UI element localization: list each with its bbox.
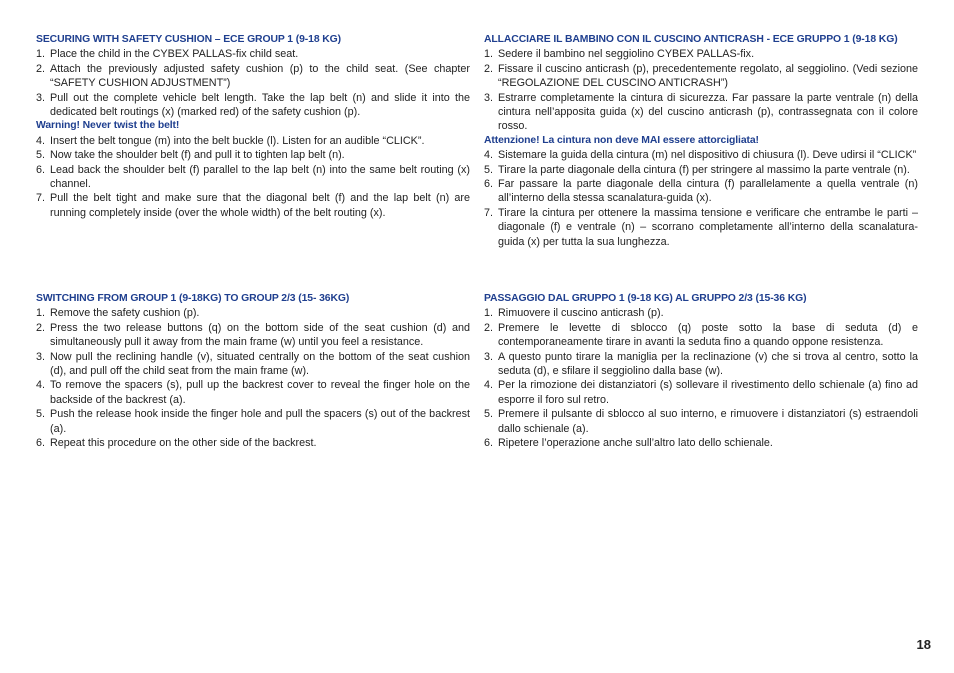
step-number: 1. [484,48,494,61]
step-text: Estrarre completamente la cintura di sicurezza. Far passare la parte ventrale (n) della cintura nell’apposita guida (x) del cuscino anticrash (p), contrassegnata con il colore rosso. [498,91,918,133]
list-item [484,306,918,320]
step-text: Tirare la cintura per ottenere la massima tensione e verificare che entrambe le parti – diagonale (f) e ventrale (n) – scorrano completamente all’interno della scanalatura-guida (x) per tutta la sua lunghezza. [498,206,918,248]
step-text: Push the release hook inside the finger hole and pull the spacers (s) out of the backrest (a). [50,408,470,435]
list-item [36,47,470,61]
list-item [484,350,918,379]
step-number: 5. [36,149,46,162]
list-item [484,163,918,177]
step-text: Premere il pulsante di sblocco al suo interno, e rimuovere i distanziatori (s) estraendoli dallo schienale (a). [498,408,918,435]
list-item [484,91,918,134]
step-number: 7. [36,192,46,205]
list-item [484,148,918,162]
it-securing-heading: ALLACCIARE IL BAMBINO CON IL CUSCINO ANTICRASH - ECE GRUPPO 1 (9-18 KG) [484,34,898,45]
step-number: 5. [36,408,46,421]
list-item [36,306,470,320]
step-text: Per la rimozione dei distanziatori (s) sollevare il rivestimento dello schienale (a) fino ad esporre il foro sul retro. [498,379,918,406]
step-number: 5. [484,408,494,421]
step-text: Attach the previously adjusted safety cushion (p) to the child seat. (See chapter “SAFETY CUSHION ADJUSTMENT”) [50,62,470,90]
step-text: Ripetere l’operazione anche sull’altro lato dello schienale. [498,437,773,450]
step-text: Insert the belt tongue (m) into the belt buckle (l). Listen for an audible “CLICK”. [50,134,425,147]
step-text: Pull out the complete vehicle belt length. Take the lap belt (n) and slide it into the dedicated belt routings (x) (marked red) of the safety cushion (p). [50,91,470,119]
step-text: Repeat this procedure on the other side of the backrest. [50,437,317,450]
it-switching-section [484,292,918,450]
step-text: Pull the belt tight and make sure that the diagonal belt (f) and the lap belt (n) are running completely inside (over the whole width) of the belt routing (x). [50,192,470,219]
list-item [484,378,918,407]
en-switching-heading: SWITCHING FROM GROUP 1 (9-18KG) TO GROUP 2/3 (15- 36KG) [36,293,350,304]
step-number: 2. [36,321,46,334]
step-text: Sedere il bambino nel seggiolino CYBEX PALLAS-fix. [498,48,755,61]
step-text: Fissare il cuscino anticrash (p), precedentemente regolato, al seggiolino. (Vedi sezione “REGOLAZIONE DEL CUSCINO ANTICRASH”) [498,62,918,90]
list-item [36,62,470,91]
step-number: 7. [484,206,494,219]
page-number: 18 [916,637,931,652]
step-number: 3. [36,350,46,363]
step-number: 6. [36,437,46,450]
step-text: Sistemare la guida della cintura (m) nel dispositivo di chiusura (l). Deve udirsi il “CLICK” [498,149,917,162]
step-text: Premere le levette di sblocco (q) poste sotto la base di seduta (d) e contemporaneamente tirare in avanti la seduta fino a quando oppone resistenza. [498,321,918,349]
list-item [36,436,470,450]
step-text: Press the two release buttons (q) on the bottom side of the seat cushion (d) and simultaneously pull it away from the main frame (w) until you feel a resistance. [50,321,470,349]
step-number: 1. [36,307,46,320]
step-number: 4. [36,134,46,147]
step-text: Tirare la parte diagonale della cintura (f) per stringere al massimo la parte ventrale (n). [498,163,910,176]
step-number: 3. [484,350,494,363]
list-item [484,407,918,436]
step-text: To remove the spacers (s), pull up the backrest cover to reveal the finger hole on the backside of the backrest (a). [50,379,470,406]
list-item [36,350,470,379]
list-item [36,321,470,350]
it-warning: Attenzione! La cintura non deve MAI essere attorcigliata! [484,134,759,146]
it-securing-steps-b [484,148,918,249]
step-number: 2. [36,62,46,75]
list-item [36,191,470,220]
it-securing-section [484,33,918,249]
list-item [484,206,918,249]
step-number: 6. [36,163,46,176]
list-item [36,134,470,148]
list-item [36,163,470,192]
step-text: Now pull the reclining handle (v), situated centrally on the bottom of the seat cushion (d), and pull off the child seat from the main frame (w). [50,350,470,378]
en-switching-section [36,292,470,450]
step-number: 6. [484,178,494,191]
it-switching-steps [484,306,918,450]
step-number: 2. [484,62,494,75]
en-warning: Warning! Never twist the belt! [36,120,180,132]
list-item [484,62,918,91]
list-item [484,47,918,61]
en-securing-steps-b [36,134,470,220]
it-securing-steps-a [484,47,918,133]
step-number: 6. [484,437,494,450]
en-securing-section [36,33,470,220]
step-number: 4. [484,149,494,162]
step-number: 1. [36,48,46,61]
step-number: 2. [484,321,494,334]
list-item [484,436,918,450]
it-switching-heading: PASSAGGIO DAL GRUPPO 1 (9-18 KG) AL GRUPPO 2/3 (15-36 KG) [484,293,807,304]
step-text: Place the child in the CYBEX PALLAS-fix child seat. [50,48,299,61]
list-item [484,321,918,350]
step-text: Rimuovere il cuscino anticrash (p). [498,307,664,320]
step-number: 5. [484,163,494,176]
step-text: Now take the shoulder belt (f) and pull it to tighten lap belt (n). [50,149,345,162]
list-item [36,148,470,162]
list-item [36,407,470,436]
step-text: Far passare la parte diagonale della cintura (f) parallelamente a quella ventrale (n) all’interno della stessa scanalatura-guida (x). [498,178,918,205]
en-securing-steps-a [36,47,470,119]
step-text: Lead back the shoulder belt (f) parallel to the lap belt (n) into the same belt routing (x) channel. [50,163,470,191]
list-item [36,91,470,120]
step-number: 1. [484,307,494,320]
list-item [36,378,470,407]
step-number: 4. [36,379,46,392]
en-switching-steps [36,306,470,450]
step-number: 4. [484,379,494,392]
step-number: 3. [36,91,46,104]
step-text: Remove the safety cushion (p). [50,307,200,320]
step-number: 3. [484,91,494,104]
en-securing-heading: SECURING WITH SAFETY CUSHION – ECE GROUP 1 (9-18 KG) [36,34,342,45]
step-text: A questo punto tirare la maniglia per la reclinazione (v) che si trova al centro, sotto la seduta (d), e sfilare il seggiolino dalla base (w). [498,350,918,378]
list-item [484,177,918,206]
